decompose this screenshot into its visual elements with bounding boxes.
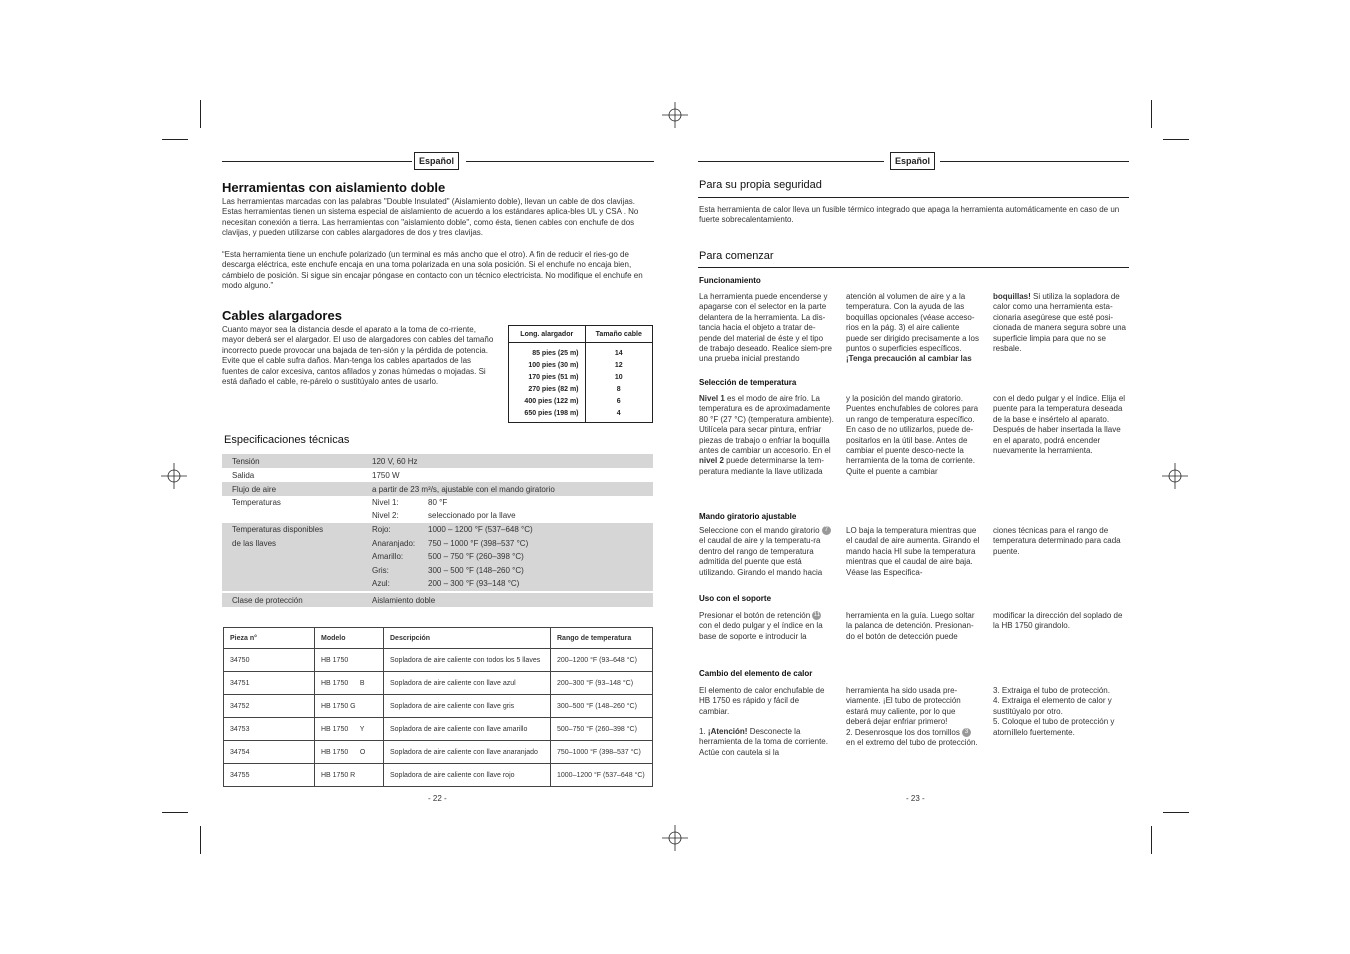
page-number: - 23 - [906, 794, 925, 803]
spec-subvalue: 200 – 300 °F (93–148 °C) [428, 579, 520, 588]
spec-subkey: Anaranjado: [372, 538, 416, 548]
table-row [224, 764, 653, 787]
spec-subvalue: 1000 – 1200 °F (537–648 °C) [428, 525, 533, 534]
description: Sopladora de aire caliente con llave azul [384, 672, 551, 695]
stand-text-col2: herramienta en la guía. Luego soltar la palanca de detención. Presionan-do el botón de detección puede [846, 611, 975, 641]
registration-mark-left [161, 463, 187, 489]
crop-mark [200, 100, 201, 128]
spec-subkey: Nivel 1: [372, 498, 399, 507]
cable-gauge: 6 [616, 397, 621, 405]
model: HB 1750 Y [315, 718, 384, 741]
part-number: 34755 [224, 764, 315, 787]
parts-header: Modelo [315, 628, 384, 649]
double-insulation-text: Las herramientas marcadas con las palabras "Double Insulated" (Aislamiento doble), llevan un cable de dos clavijas. Estas herramientas tienen un sistema especial de aislamiento de acuerdo a los estándares aplica-bles UL y CSA . No necesitan conexión a tierra. Las herramientas con "aislamiento doble", como ésta, tienen cables con enchufe de dos clavijas, y pueden utilizarse con cables alargadores de dos y tres clavijas. [222, 197, 639, 238]
section-rule [698, 267, 1129, 268]
spec-value: a partir de 23 m³/s, ajustable con el mando giratorio [372, 484, 555, 494]
language-tag: Español [414, 152, 459, 170]
temperature-text-col1: Nivel 1 es el modo de aire frío. La temperatura es de aproximadamente 80 °F (27 °C) (temperatura ambiente). Utilícela para secar pintura, enfriar piezas de trabajo o enfriar la boquilla antes de cambiar un accesorio. En el nivel 2 puede determinarse la tem-peratura mediante la llave utilizada [699, 394, 834, 476]
temp-range: 750–1000 °F (398–537 °C) [551, 741, 653, 764]
temp-range: 300–500 °F (148–260 °C) [551, 695, 653, 718]
model: HB 1750 [315, 649, 384, 672]
extension-cords-text: Cuanto mayor sea la distancia desde el aparato a la toma de co-rriente, mayor deberá ser el alargador. El uso de alargadores con cables del tamaño incorrecto puede provocar una bajada de ten-sión y la pérdida de potencia. Evite que el cable sufra daños. Man-tenga los cables apartados de las fuentes de calor excesiva, cantos afilados y zonas húmedas o mojadas. Si está dañado el cable, re-párelo o sustitúyalo antes de usarlo. [222, 325, 494, 387]
description: Sopladora de aire caliente con llave rojo [384, 764, 551, 787]
table-row [224, 695, 653, 718]
temp-range: 200–1200 °F (93–648 °C) [551, 649, 653, 672]
model: HB 1750 B [315, 672, 384, 695]
cable-length: 100 pies (30 m) [509, 359, 586, 371]
part-number: 34751 [224, 672, 315, 695]
spec-value: Aislamiento doble [372, 595, 436, 605]
spec-key: Temperaturas [232, 498, 281, 507]
table-row [224, 741, 653, 764]
cable-length: 85 pies (25 m) [509, 343, 586, 360]
cable-gauge: 10 [614, 373, 623, 381]
stand-text-col1: Presionar el botón de retención 11 con el dedo pulgar y el índice en la base de soporte e introducir la [699, 611, 823, 641]
temperature-text-col2: y la posición del mando giratorio. Puentes enchufables de colores para un rango de temperatura específico. En caso de no utilizarlos, puede de-positarlos en la útil base. Antes de cambiar el puente desco-necte la herramienta de la toma de corriente. Quite el puente a cambiar [846, 394, 979, 476]
dial-text-col1: Seleccione con el mando giratorio 7 el caudal de aire y la temperatu-ra dentro del rango de temperatura admitida del puente que está utilizando. Girando el mando hacia [699, 526, 834, 578]
part-number: 34754 [224, 741, 315, 764]
safety-text: Esta herramienta de calor lleva un fusible térmico integrado que apaga la herramienta automáticamente en caso de un fuerte sobrecalentamiento. [699, 205, 1120, 225]
crop-mark [200, 826, 201, 854]
crop-mark [1151, 100, 1152, 128]
registration-mark-top [662, 102, 688, 128]
part-number: 34753 [224, 718, 315, 741]
header-rule [466, 161, 654, 162]
spec-subvalue: seleccionado por la llave [428, 511, 516, 520]
temp-range: 200–300 °F (93–148 °C) [551, 672, 653, 695]
model: HB 1750 O [315, 741, 384, 764]
heating-element-heading: Cambio del elemento de calor [699, 669, 813, 678]
header-rule [940, 161, 1129, 162]
temperature-heading: Selección de temperatura [699, 378, 797, 387]
cable-length-header: Long. alargador [509, 326, 586, 343]
operation-text-col1: La herramienta puede encenderse y apagarse con el selector en la parte delantera de la herramienta. La dis-tancia hacia el objeto a tratar de-pende del material de éste y el tipo de trabajo deseado. Realice siem-pre una prueba inicial prestando [699, 292, 832, 364]
spec-subvalue: 80 °F [428, 498, 448, 507]
cable-length: 170 pies (51 m) [509, 371, 586, 383]
dial-text-col2: LO baja la temperatura mientras que el caudal de aire aumenta. Girando el mando hacia HI sube la temperatura mientras que el caudal de aire baja. Véase las Especifica- [846, 526, 980, 577]
spec-key: Flujo de aire [232, 484, 277, 494]
cable-length: 270 pies (82 m) [509, 383, 586, 395]
spec-key: Temperaturas disponibles [232, 525, 324, 534]
spec-subkey: Rojo: [372, 525, 391, 534]
parts-header: Rango de temperatura [551, 628, 653, 649]
dial-heading: Mando giratorio ajustable [699, 512, 797, 521]
spec-key: Salida [232, 470, 255, 480]
page-number: - 22 - [428, 794, 447, 803]
callout-number-icon: 11 [813, 612, 821, 619]
safety-heading: Para su propia seguridad [699, 179, 822, 191]
description: Sopladora de aire caliente con llave anaranjado [384, 741, 551, 764]
heating-element-text-col1: El elemento de calor enchufable de HB 1750 es rápido y fácil de cambiar. [699, 686, 825, 716]
cable-gauge: 4 [616, 409, 621, 417]
spec-key: Tensión [232, 456, 260, 466]
crop-mark [162, 139, 188, 140]
spec-key: Clase de protección [232, 595, 303, 605]
cable-length: 400 pies (122 m) [509, 395, 586, 407]
spec-subvalue: 750 – 1000 °F (398–537 °C) [428, 538, 529, 548]
operation-heading: Funcionamiento [699, 276, 761, 285]
table-row [224, 718, 653, 741]
description: Sopladora de aire caliente con llave amarillo [384, 718, 551, 741]
spec-key: de las llaves [232, 538, 277, 548]
description: Sopladora de aire caliente con llave gris [384, 695, 551, 718]
crop-mark [1151, 826, 1152, 854]
stand-heading: Uso con el soporte [699, 594, 772, 603]
parts-header: Descripción [384, 628, 551, 649]
registration-mark-bottom [662, 825, 688, 851]
spec-value: 1750 W [372, 470, 400, 480]
model: HB 1750 G [315, 695, 384, 718]
table-row [224, 649, 653, 672]
spec-value: 120 V, 60 Hz [372, 456, 418, 466]
crop-mark [1163, 139, 1189, 140]
parts-header: Pieza n° [224, 628, 315, 649]
operation-text-col3: boquillas! Si utiliza la sopladora de calor como una herramienta esta-cionaria asegúrese que esté posi-cionada de manera segura sobre una superficie limpia para que no se resbale. [993, 292, 1126, 354]
model: HB 1750 R [315, 764, 384, 787]
cable-size-table [508, 325, 653, 423]
heating-element-step-1: 1. ¡Atención! Desconecte la herramienta de la toma de corriente. Actúe con cautela si la [699, 727, 828, 757]
cable-gauge: 12 [614, 361, 623, 369]
double-insulation-heading: Herramientas con aislamiento doble [222, 180, 446, 195]
callout-number-icon: 3 [962, 728, 971, 737]
temperature-text-col3: con el dedo pulgar y el índice. Elija el puente para la temperatura deseada de la base e insértelo al aparato. Después de haber insertada la llave en el aparato, podrá encender nuevamente la herramienta. [993, 394, 1126, 456]
extension-cords-heading: Cables alargadores [222, 308, 342, 323]
crop-mark [1163, 812, 1189, 813]
spec-subkey: Gris: [372, 565, 389, 575]
header-rule [698, 161, 884, 162]
cable-gauge: 8 [616, 385, 621, 393]
heating-element-steps-col3: 3. Extraiga el tubo de protección. 4. Extraiga el elemento de calor y sustitúyalo por otro. 5. Coloque el tubo de protección y atorníllelo fuertemente. [993, 686, 1115, 737]
polarized-plug-text: “Esta herramienta tiene un enchufe polarizado (un terminal es más ancho que el otro). A fin de reducir el ries-go de descarga eléctrica, este enchufe encaja en una toma polarizada en una sola posición. Si el enchufe no encaja bien, cámbielo de posición. Si sigue sin encajar póngase en contacto con un técnico electricista. No modifique el enchufe en modo alguno.” [222, 250, 643, 291]
cable-gauge: 14 [614, 349, 623, 357]
table-row [224, 672, 653, 695]
temp-range: 1000–1200 °F (537–648 °C) [551, 764, 653, 787]
specs-table [222, 454, 653, 607]
getting-started-heading: Para comenzar [699, 250, 774, 262]
stand-text-col3: modificar la dirección del soplado de la HB 1750 girandolo. [993, 611, 1123, 631]
parts-table [223, 627, 653, 787]
header-rule [222, 161, 412, 162]
spec-subvalue: 500 – 750 °F (260–398 °C) [428, 552, 524, 561]
crop-mark [162, 812, 188, 813]
cable-length: 650 pies (198 m) [509, 407, 586, 423]
registration-mark-right [1162, 463, 1188, 489]
temp-range: 500–750 °F (260–398 °C) [551, 718, 653, 741]
dial-text-col3: ciones técnicas para el rango de temperatura determinado para cada puente. [993, 526, 1121, 556]
cable-gauge-header: Tamaño cable [585, 326, 652, 343]
section-rule [698, 197, 1129, 198]
part-number: 34750 [224, 649, 315, 672]
specs-heading: Especificaciones técnicas [224, 434, 350, 446]
spec-subkey: Nivel 2: [372, 511, 399, 520]
spec-subkey: Amarillo: [372, 552, 404, 561]
heating-element-text-col2: herramienta ha sido usada pre-viamente. ¡El tubo de protección estará muy caliente, por lo que deberá dejar enfriar primero! 2. Desenrosque los dos tornillos 3 en el extremo del tubo de protección. [846, 686, 978, 748]
description: Sopladora de aire caliente con todos los 5 llaves [384, 649, 551, 672]
spec-subkey: Azul: [372, 579, 390, 588]
part-number: 34752 [224, 695, 315, 718]
spec-subvalue: 300 – 500 °F (148–260 °C) [428, 565, 524, 575]
operation-text-col2: atención al volumen de aire y a la temperatura. Con la ayuda de las boquillas opcionales (véase acceso-rios en la pág. 3) el aire caliente puede ser dirigido precisamente a los puntos o superficies específicos. ¡Tenga precaución al cambiar las [846, 292, 979, 364]
language-tag: Español [890, 152, 935, 170]
callout-number-icon: 7 [822, 526, 831, 535]
